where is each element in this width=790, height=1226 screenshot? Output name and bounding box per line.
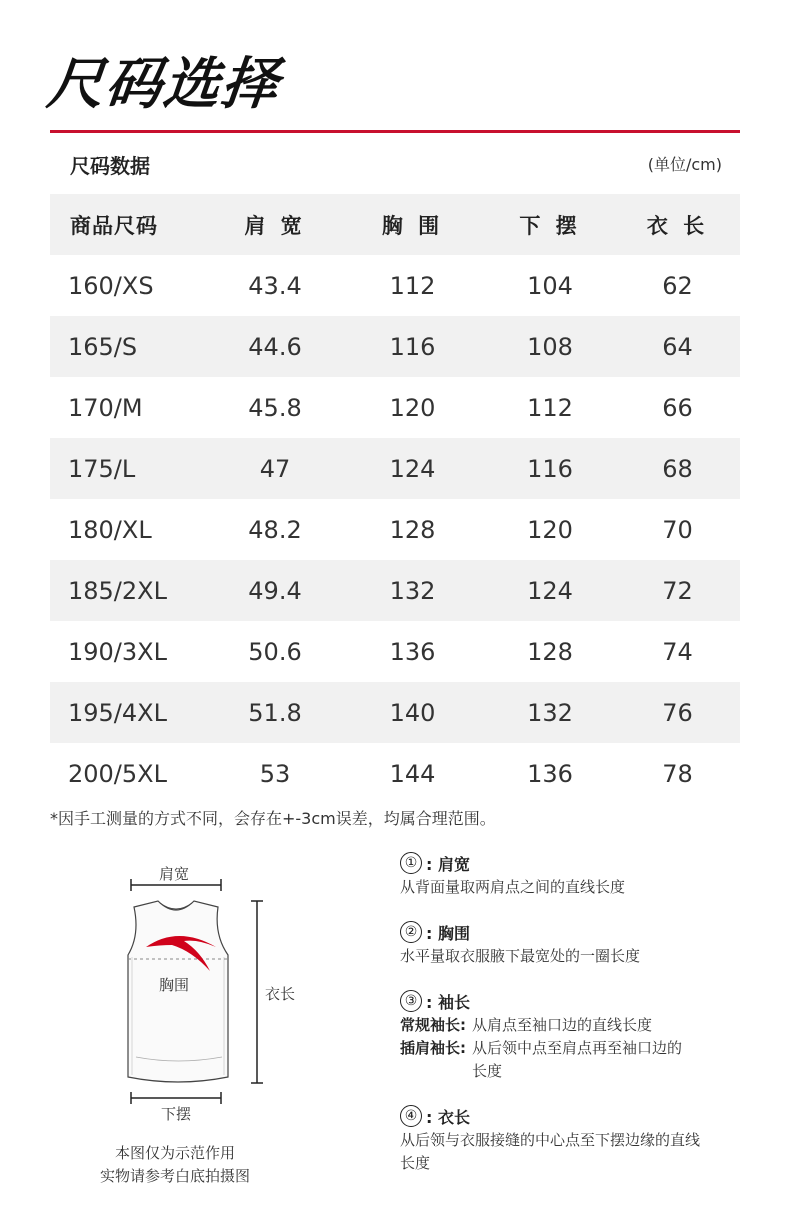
- table-cell: 132: [485, 682, 615, 743]
- table-cell: 124: [485, 560, 615, 621]
- table-cell: 200/5XL: [68, 759, 167, 788]
- caption-line-2: 实物请参考白底拍摄图: [99, 1167, 250, 1185]
- table-row: [50, 621, 740, 682]
- table-cell: 165/S: [50, 316, 210, 377]
- header-hem: 下 摆: [485, 194, 615, 255]
- unit-note: (单位/cm): [647, 155, 722, 174]
- table-cell: 64: [615, 316, 740, 377]
- table-cell: 136: [527, 759, 573, 788]
- table-cell: 132: [340, 560, 485, 621]
- caption-line-1: 本图仅为示范作用: [114, 1144, 235, 1162]
- table-cell: 50.6: [248, 637, 302, 666]
- table-cell: 51.8: [210, 682, 340, 743]
- table-cell: 120: [527, 515, 573, 544]
- legend-title: : 袖长: [426, 992, 470, 1012]
- table-cell: 128: [527, 637, 573, 666]
- number-1-icon: ①: [400, 852, 422, 874]
- chest-label: 胸围: [159, 976, 190, 994]
- table-cell: 76: [615, 682, 740, 743]
- hem-label: 下摆: [161, 1105, 192, 1123]
- table-cell: 116: [340, 316, 485, 377]
- table-cell: 68: [615, 438, 740, 499]
- table-cell: 112: [527, 393, 573, 422]
- table-cell: 185/2XL: [50, 560, 210, 621]
- footnote: *因手工测量的方式不同，会存在+-3cm误差，均属合理范围。: [50, 809, 496, 828]
- raglan-sleeve-text: 从后领中点至肩点再至袖口边的长度: [472, 1039, 683, 1080]
- table-cell: 116: [485, 438, 615, 499]
- table-cell: 175/L: [50, 438, 210, 499]
- table-cell: 140: [340, 682, 485, 743]
- table-cell: 170/M: [68, 393, 143, 422]
- legend-text: 水平量取衣服腋下最宽处的一圈长度: [400, 947, 641, 965]
- table-row: [50, 499, 740, 560]
- table-cell: 160/XS: [68, 271, 154, 300]
- number-3-icon: ③: [400, 990, 422, 1012]
- table-cell: 70: [662, 515, 693, 544]
- table-header-row: [50, 194, 740, 255]
- header-shoulder: 肩 宽: [210, 194, 340, 255]
- legend-item-shoulder: [400, 850, 740, 899]
- table-cell: 128: [389, 515, 436, 544]
- table-cell: 78: [662, 759, 693, 788]
- legend-item-chest: [400, 919, 740, 968]
- table-cell: 44.6: [210, 316, 340, 377]
- legend-text: 从后领与衣服接缝的中心点至下摆边缘的直线长度: [400, 1131, 701, 1172]
- table-cell: 108: [485, 316, 615, 377]
- diagram-caption: [80, 1142, 270, 1188]
- table-cell: 62: [662, 271, 693, 300]
- table-cell: 53: [259, 759, 291, 788]
- table-row: [50, 560, 740, 621]
- legend-title: : 胸围: [426, 923, 470, 943]
- table-row: [50, 377, 740, 438]
- page-title: 尺码选择: [44, 52, 283, 117]
- table-cell: 195/4XL: [50, 682, 210, 743]
- table-row: [50, 682, 740, 743]
- table-cell: 74: [662, 637, 693, 666]
- header-length: 衣 长: [615, 194, 740, 255]
- table-cell: 144: [389, 759, 436, 788]
- table-row: [50, 255, 740, 316]
- title-divider: [50, 130, 740, 133]
- size-table: [50, 194, 740, 804]
- table-cell: 72: [615, 560, 740, 621]
- length-label: 衣长: [265, 985, 296, 1003]
- table-cell: 136: [389, 637, 436, 666]
- legend-text: 从背面量取两肩点之间的直线长度: [400, 878, 626, 896]
- table-cell: 180/XL: [68, 515, 152, 544]
- legend-title: : 肩宽: [426, 854, 470, 874]
- legend-item-sleeve: [400, 988, 740, 1083]
- legend-item-length: [400, 1103, 740, 1175]
- measurement-legend: [400, 850, 740, 1195]
- number-4-icon: ④: [400, 1105, 422, 1127]
- table-row: [50, 316, 740, 377]
- table-cell: 112: [389, 271, 436, 300]
- table-cell: 49.4: [210, 560, 340, 621]
- legend-title: : 衣长: [426, 1107, 470, 1127]
- raglan-sleeve-key: 插肩袖长:: [400, 1039, 466, 1057]
- header-size: 商品尺码: [50, 194, 210, 255]
- table-cell: 47: [210, 438, 340, 499]
- table-cell: 43.4: [248, 271, 302, 300]
- shoulder-label: 肩宽: [159, 865, 190, 883]
- table-row: [50, 438, 740, 499]
- table-cell: 124: [340, 438, 485, 499]
- table-cell: 45.8: [248, 393, 302, 422]
- table-cell: 66: [662, 393, 693, 422]
- number-2-icon: ②: [400, 921, 422, 943]
- section-title: 尺码数据: [70, 154, 150, 178]
- table-cell: 104: [527, 271, 573, 300]
- table-cell: 190/3XL: [68, 637, 167, 666]
- header-chest: 胸 围: [340, 194, 485, 255]
- table-cell: 120: [389, 393, 436, 422]
- table-cell: 48.2: [248, 515, 302, 544]
- regular-sleeve-key: 常规袖长:: [400, 1016, 466, 1034]
- tank-top-diagram: [100, 855, 320, 1125]
- table-row: [50, 743, 740, 804]
- regular-sleeve-text: 从肩点至袖口边的直线长度: [472, 1016, 653, 1034]
